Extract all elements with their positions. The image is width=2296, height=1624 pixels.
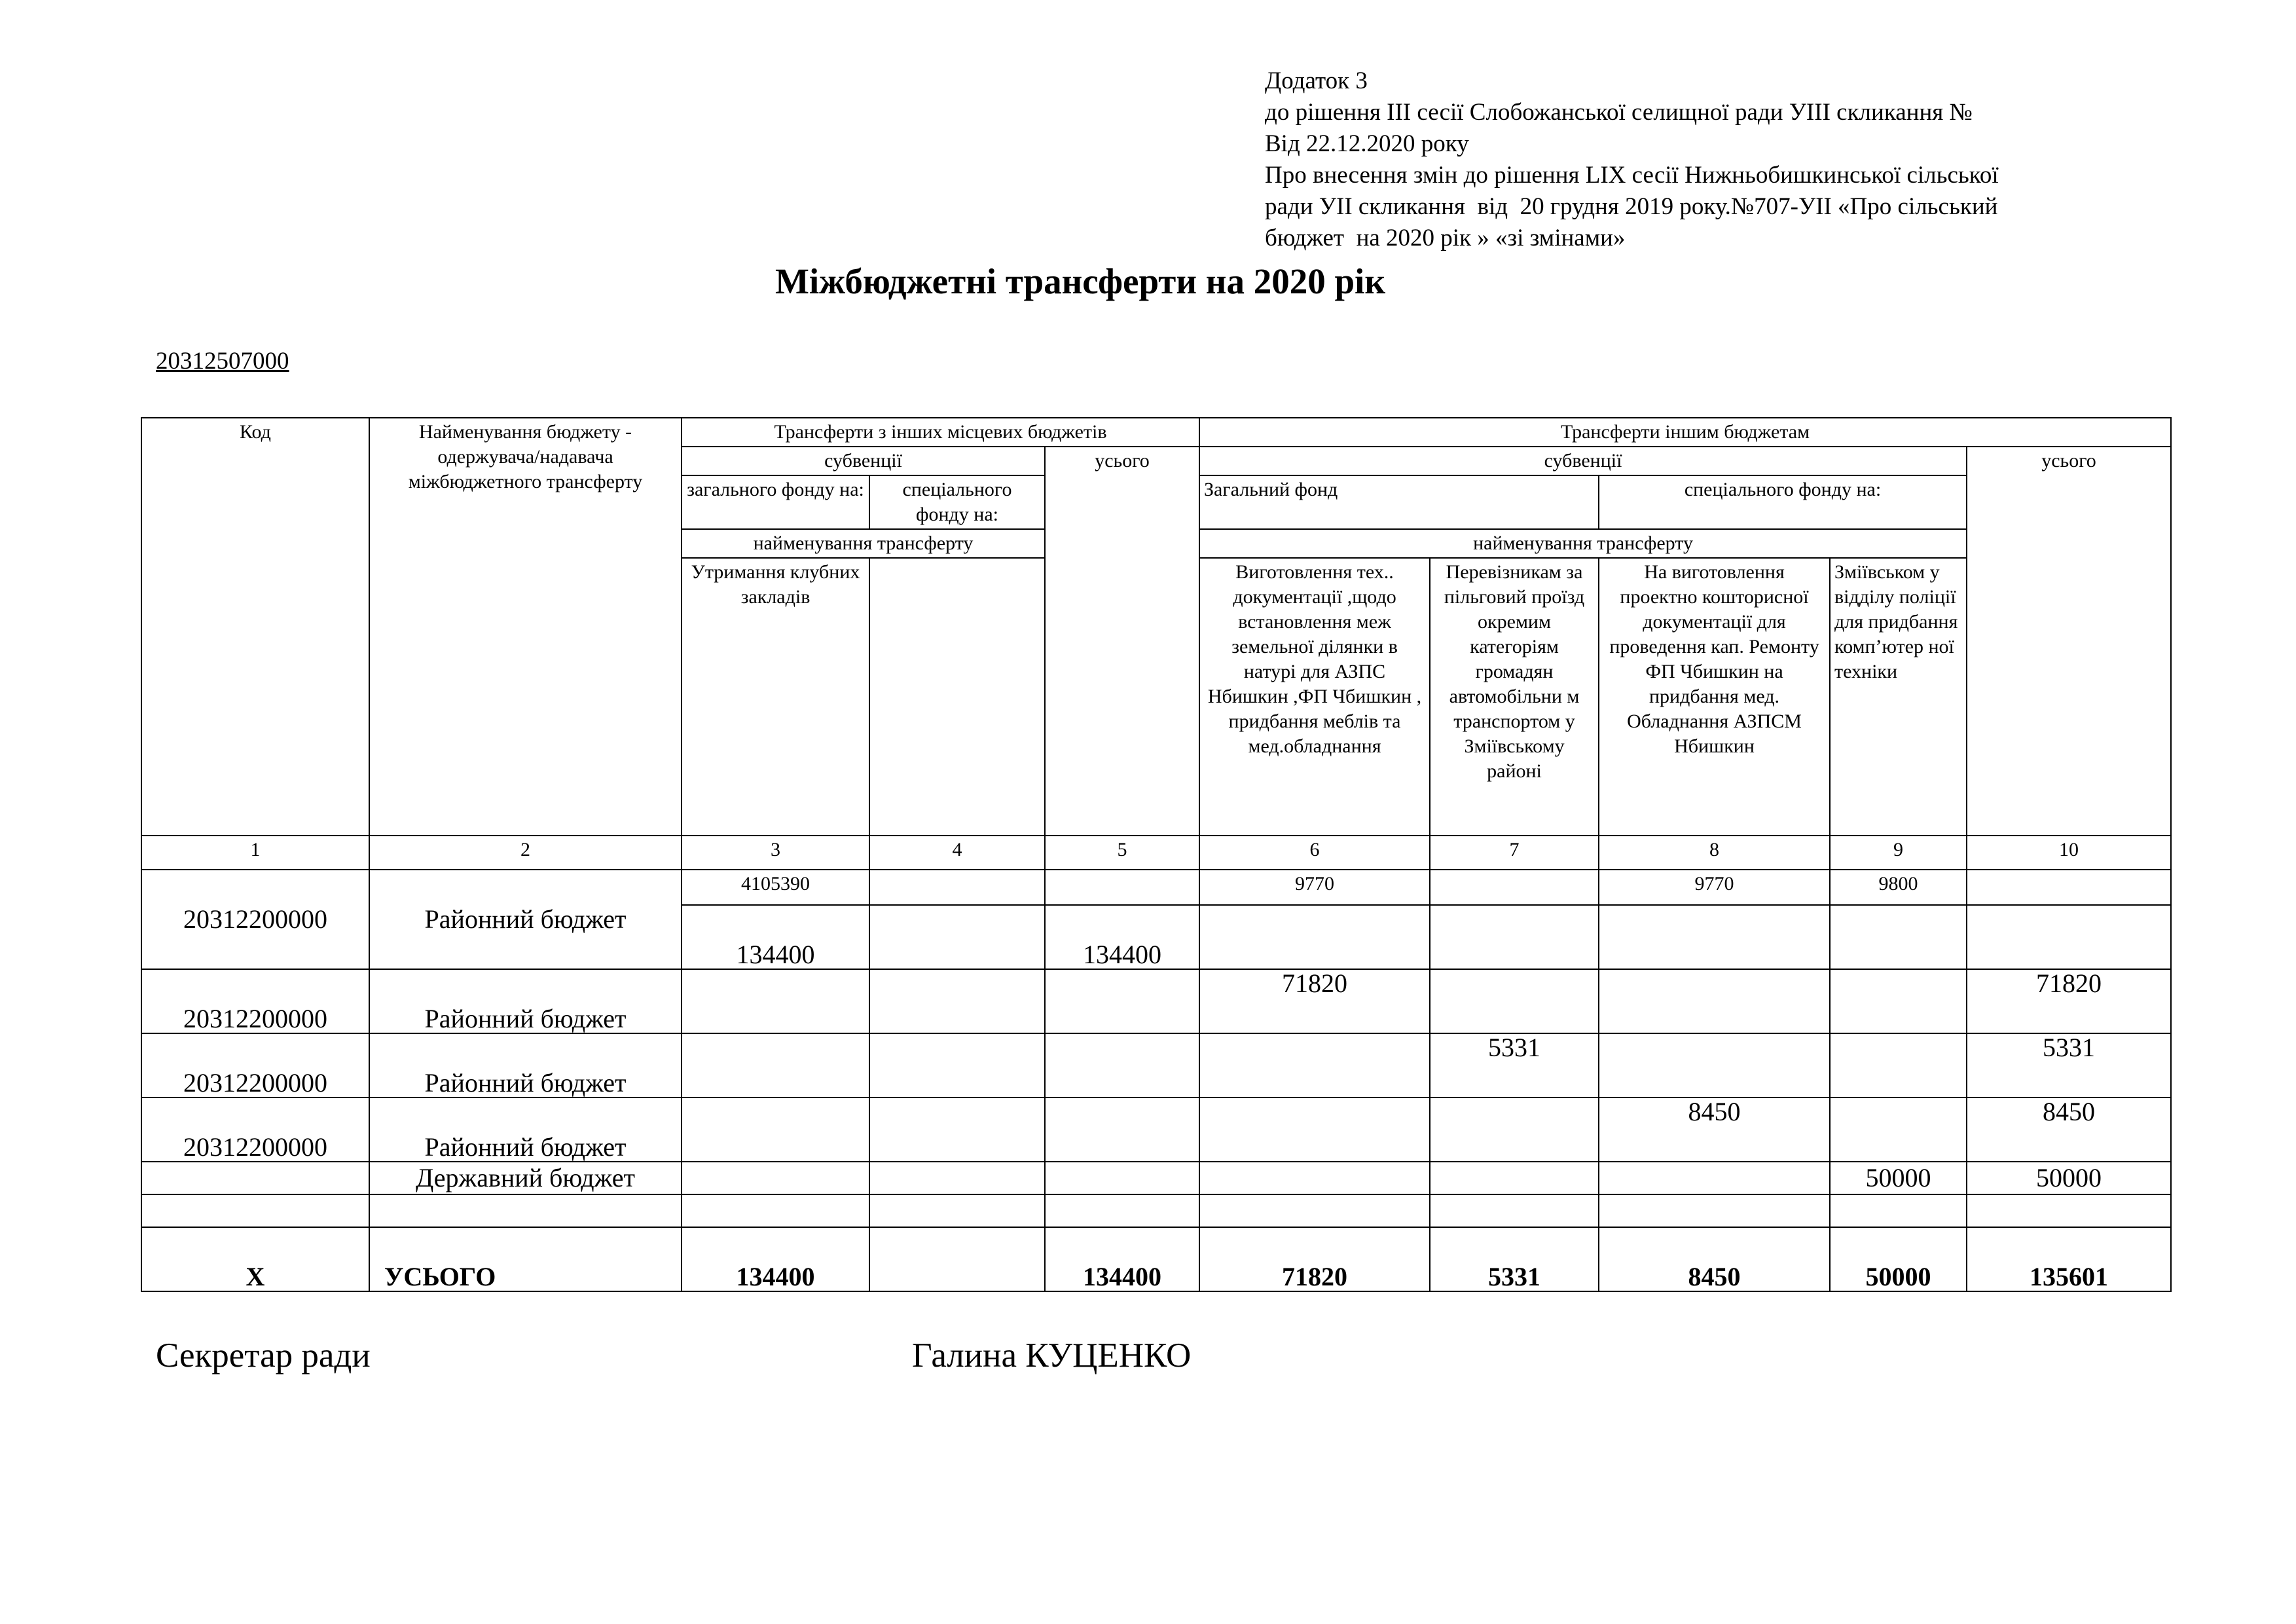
table-row: [141, 870, 2171, 905]
header-col4-purpose: [869, 558, 1045, 836]
row-budget-name: Районний бюджет: [369, 870, 682, 969]
table-row: [141, 1033, 2171, 1098]
cell-col3: [682, 1033, 869, 1098]
cell-col10: 71820: [1967, 969, 2171, 1033]
cell-col4: [869, 870, 1045, 905]
total-col3: 134400: [682, 1227, 869, 1291]
row-code: 20312200000: [141, 969, 369, 1033]
cell-col10: 5331: [1967, 1033, 2171, 1098]
row-code: 20312200000: [141, 1098, 369, 1162]
cell-col10: [1967, 905, 2171, 969]
empty-cell: [1599, 1194, 1830, 1227]
cell-col5: [1045, 870, 1199, 905]
col-number: 8: [1599, 836, 1830, 870]
col-number: 5: [1045, 836, 1199, 870]
cell-col7: [1430, 905, 1599, 969]
document-title: Міжбюджетні трансферти на 2020 рік: [774, 261, 1386, 301]
empty-cell: [369, 1194, 682, 1227]
total-col5: 134400: [1045, 1227, 1199, 1291]
cell-col10: 8450: [1967, 1098, 2171, 1162]
cell-col5: [1045, 969, 1199, 1033]
header-transfer-name-to: найменування трансферту: [1199, 529, 1967, 558]
cell-col8: 8450: [1599, 1098, 1830, 1162]
header-line: Додаток 3: [1265, 67, 1368, 94]
total-col6: 71820: [1199, 1227, 1430, 1291]
cell-col9: [1830, 969, 1967, 1033]
col-number: 2: [369, 836, 682, 870]
total-code: Х: [141, 1227, 369, 1291]
budget-code: 20312507000: [156, 348, 289, 375]
total-row: [141, 1227, 2171, 1291]
cell-col5: [1045, 1033, 1199, 1098]
cell-col8: [1599, 1162, 1830, 1194]
table-row: [141, 1098, 2171, 1162]
cell-col6: 9770: [1199, 870, 1430, 905]
cell-col7: 5331: [1430, 1033, 1599, 1098]
empty-cell: [1830, 1194, 1967, 1227]
header-total-to: усього: [1967, 447, 2171, 836]
cell-col8: [1599, 969, 1830, 1033]
cell-col7: [1430, 1162, 1599, 1194]
row-code: 20312200000: [141, 1033, 369, 1098]
cell-col7: [1430, 870, 1599, 905]
cell-col8: [1599, 1033, 1830, 1098]
cell-col4: [869, 1162, 1045, 1194]
col-number: 9: [1830, 836, 1967, 870]
signature-secretary-label: Секретар ради: [156, 1337, 371, 1375]
header-col7-purpose: Перевізникам за пільговий проїзд окремим категоріям громадян автомобільни м транспортом у Зміївському районі: [1430, 558, 1599, 836]
total-col8: 8450: [1599, 1227, 1830, 1291]
col-number: 7: [1430, 836, 1599, 870]
empty-cell: [869, 1194, 1045, 1227]
header-code: Код: [141, 418, 369, 836]
transfers-table: [141, 417, 2172, 1292]
empty-cell: [1199, 1194, 1430, 1227]
cell-col3: [682, 969, 869, 1033]
header-subventions-to: субвенції: [1199, 447, 1967, 475]
cell-col6: [1199, 905, 1430, 969]
empty-cell: [682, 1194, 869, 1227]
row-budget-name: Районний бюджет: [369, 969, 682, 1033]
total-col10: 135601: [1967, 1227, 2171, 1291]
total-col4: [869, 1227, 1045, 1291]
header-budget-name: Найменування бюджету - одержувача/надавача міжбюджетного трансферту: [369, 418, 682, 836]
header-general-fund-to: Загальний фонд: [1199, 475, 1599, 529]
cell-col4: [869, 1098, 1045, 1162]
cell-col9: [1830, 1033, 1967, 1098]
cell-col6: [1199, 1033, 1430, 1098]
header-transfers-from: Трансферти з інших місцевих бюджетів: [682, 418, 1199, 447]
header-col6-purpose: Виготовлення тех.. документації ,щодо встановлення меж земельної ділянки в натурі для АЗПС Нбишкин ,ФП Чбишкин , придбання меблів та мед.обладнання: [1199, 558, 1430, 836]
cell-col3: [682, 1098, 869, 1162]
appendix-header-note: [1265, 65, 2195, 254]
header-transfers-to: Трансферти іншим бюджетам: [1199, 418, 2171, 447]
cell-col7: [1430, 969, 1599, 1033]
total-label: УСЬОГО: [369, 1227, 682, 1291]
table-row: [141, 1162, 2171, 1194]
empty-cell: [1045, 1194, 1199, 1227]
header-special-fund-to: спеціального фонду на:: [1599, 475, 1967, 529]
header-col9-purpose: Зміївськом у відділу поліції для придбання комп’ютер ної техніки: [1830, 558, 1967, 836]
cell-col9: 50000: [1830, 1162, 1967, 1194]
row-budget-name: Районний бюджет: [369, 1098, 682, 1162]
empty-cell: [141, 1194, 369, 1227]
cell-col10: [1967, 870, 2171, 905]
row-budget-name: Державний бюджет: [369, 1162, 682, 1194]
cell-col5: [1045, 1098, 1199, 1162]
cell-col6: 71820: [1199, 969, 1430, 1033]
table-row-empty: [141, 1194, 2171, 1227]
empty-cell: [1430, 1194, 1599, 1227]
col-number: 10: [1967, 836, 2171, 870]
col-number: 4: [869, 836, 1045, 870]
cell-col3: [682, 1162, 869, 1194]
cell-col5: [1045, 1162, 1199, 1194]
header-line: бюджет на 2020 рік » «зі змінами»: [1265, 225, 1626, 251]
header-transfer-name-from: найменування трансферту: [682, 529, 1045, 558]
header-total-from: усього: [1045, 447, 1199, 836]
signature-secretary-name: Галина КУЦЕНКО: [912, 1337, 1192, 1375]
col-number: 6: [1199, 836, 1430, 870]
header-line: ради УІІ скликання від 20 грудня 2019 року.№707-УІІ «Про сільський: [1265, 193, 1998, 220]
header-col3-purpose: Утримання клубних закладів: [682, 558, 869, 836]
cell-col3: 4105390: [682, 870, 869, 905]
header-col8-purpose: На виготовлення проектно кошторисної документації для проведення кап. Ремонту ФП Чбишкин на придбання мед. Обладнання АЗПСМ Нбишкин: [1599, 558, 1830, 836]
table-row: [141, 969, 2171, 1033]
cell-col6: [1199, 1162, 1430, 1194]
cell-col3: 134400: [682, 905, 869, 969]
empty-cell: [1967, 1194, 2171, 1227]
cell-col8: 9770: [1599, 870, 1830, 905]
cell-col8: [1599, 905, 1830, 969]
row-code: 20312200000: [141, 870, 369, 969]
cell-col4: [869, 1033, 1045, 1098]
total-col7: 5331: [1430, 1227, 1599, 1291]
header-special-fund-from: спеціального фонду на:: [869, 475, 1045, 529]
col-number: 1: [141, 836, 369, 870]
cell-col4: [869, 969, 1045, 1033]
cell-col4: [869, 905, 1045, 969]
cell-col6: [1199, 1098, 1430, 1162]
cell-col10: 50000: [1967, 1162, 2171, 1194]
col-number: 3: [682, 836, 869, 870]
row-budget-name: Районний бюджет: [369, 1033, 682, 1098]
cell-col7: [1430, 1098, 1599, 1162]
cell-col9: [1830, 1098, 1967, 1162]
total-col9: 50000: [1830, 1227, 1967, 1291]
header-subventions-from: субвенції: [682, 447, 1045, 475]
header-general-fund-from: загального фонду на:: [682, 475, 869, 529]
header-line: Від 22.12.2020 року: [1265, 130, 1469, 157]
cell-col9: 9800: [1830, 870, 1967, 905]
cell-col9: [1830, 905, 1967, 969]
header-line: до рішення ІІІ сесії Слобожанської селищної ради УІІІ скликання №: [1265, 99, 1973, 126]
cell-col5: 134400: [1045, 905, 1199, 969]
row-code: [141, 1162, 369, 1194]
header-line: Про внесення змін до рішення LIX сесії Нижньобишкинської сільської: [1265, 162, 1999, 189]
